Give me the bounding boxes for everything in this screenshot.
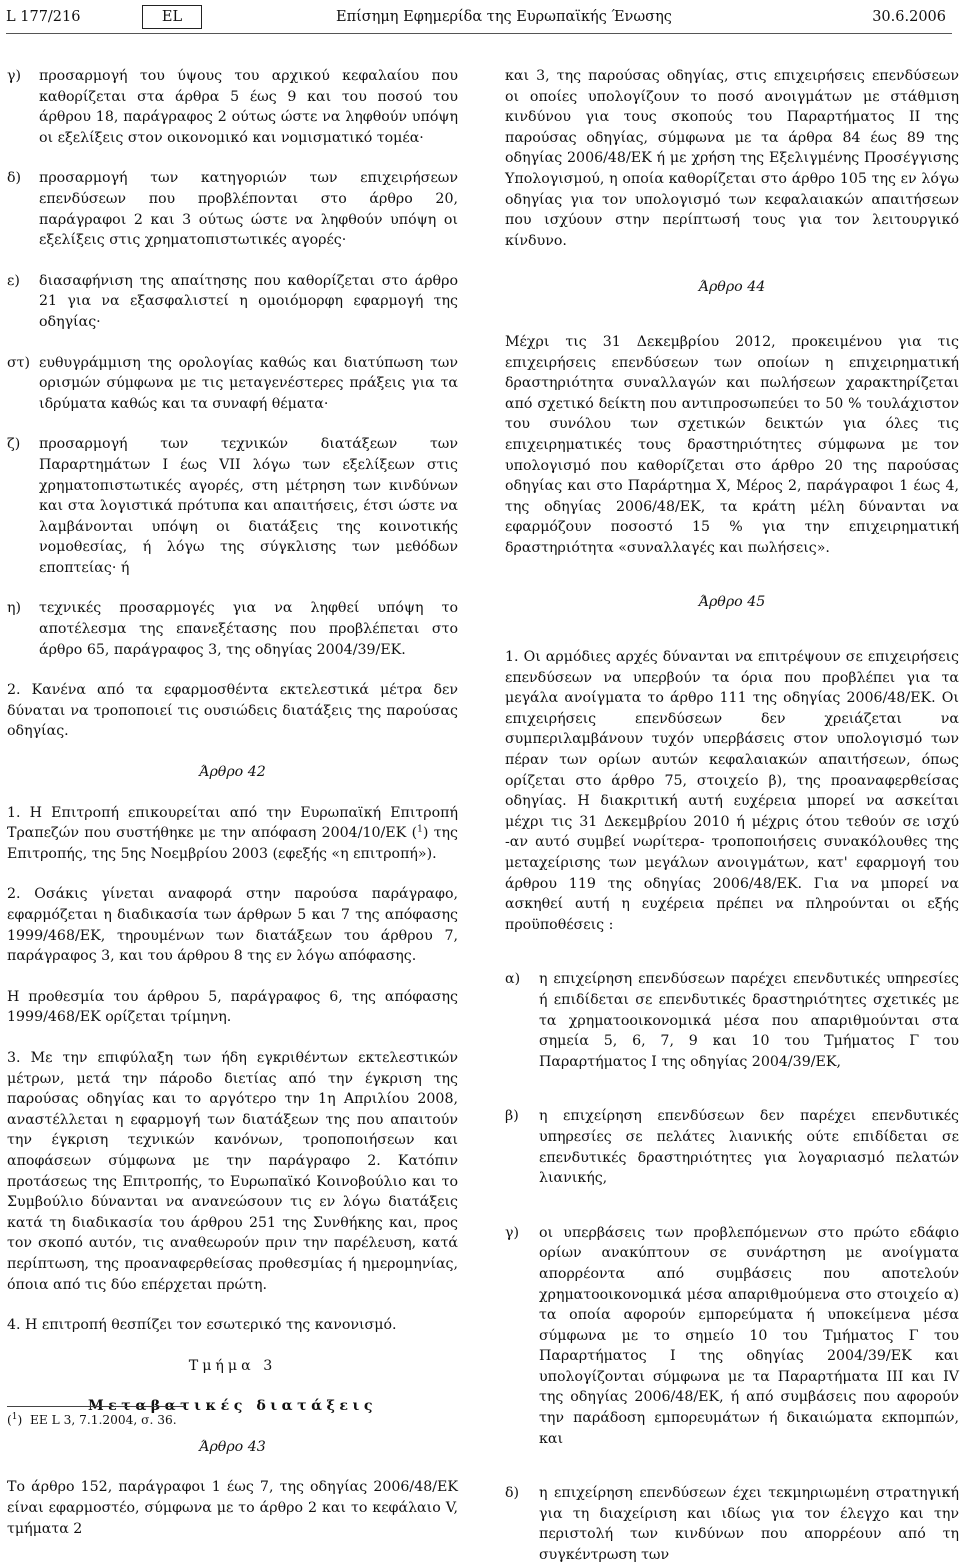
page-header	[6, 6, 946, 30]
list-item: α) η επιχείρηση επενδύσεων παρέχει επενδυτικές υπηρεσίες ή επιδίδεται σε επενδυτικές δραστηριότητες σχετικές με τα χρηματοοικονομικά μέσα που απαριθμούνται στα σημεία 5, 6, 7, 9 και 10 του Τμήματος Γ του Παραρτήματος I της οδηγίας 2004/39/ΕΚ,	[505, 971, 959, 1070]
paragraph: Το άρθρο 152, παράγραφοι 1 έως 7, της οδηγίας 2006/48/ΕΚ είναι εφαρμοστέο, σύμφωνα με το άρθρο 2 και το κεφάλαιο V, τμήματα 2	[7, 1479, 458, 1537]
footnote-rule	[7, 1406, 185, 1407]
paragraph: και 3, της παρούσας οδηγίας, στις επιχειρήσεις επενδύσεων οι οποίες υπολογίζουν το ποσό ανοιγμάτων με στάθμιση κινδύνου για τους σκοπούς του Παραρτήματος II της παρούσας οδηγίας, σύμφωνα με τα άρθρα 84 έως 89 της οδηγίας 2006/48/ΕΚ ή με χρήση της Εξελιγμένης Προσέγγισης Υπολογισμού, η οποία καθορίζεται στο άρθρο 105 της εν λόγω οδηγίας για τον υπολογισμό των κεφαλαιακών απαιτήσεων που ισχύουν στην περίπτωσή τους για τον λειτουργικό κίνδυνο.	[505, 68, 959, 249]
paragraph: 4. Η επιτροπή θεσπίζει τον εσωτερικό της κανονισμό.	[7, 1317, 397, 1334]
language-badge: EL	[142, 5, 202, 29]
article-heading: Άρθρο 45	[698, 594, 766, 611]
article-heading: Άρθρο 44	[698, 279, 766, 296]
section-heading: Τμήμα 3	[188, 1357, 277, 1374]
list-item: γ) προσαρμογή του ύψους του αρχικού κεφαλαίου που καθορίζεται στα άρθρα 5 έως 9 και του ποσού του άρθρου 18, παράγραφος 2 ούτως ώστε να ληφθούν υπόψη οι εξελίξεις στον οικονομικό και νομισματικό τομέα·	[7, 68, 458, 146]
right-column	[505, 66, 959, 1566]
paragraph: Η προθεσμία του άρθρου 5, παράγραφος 6, της απόφασης 1999/468/ΕΚ ορίζεται τρίμηνη.	[7, 988, 458, 1026]
list-item: γ) οι υπερβάσεις των προβλεπόμενων στο πρώτο εδάφιο ορίων ανακύπτουν σε συνάρτηση με ανοίγματα απορρέοντα από συμβάσεις που αποτελούν χρηματοοικονομικά μέσα απαριθμούμενα στο στοιχείο α) τα οποία αφορούν εμπορεύματα ή υποκείμενα μέσα σύμφωνα με το σημείο 10 του Τμήματος Γ του Παραρτήματος I της οδηγίας 2004/39/ΕΚ και υπολογίζονται σύμφωνα με τα Παραρτήματα III και IV της οδηγίας 2006/48/ΕΚ, ή από συμβάσεις που αφορούν την παράδοση εμπορευμάτων ή δικαιώματα εκπομπών, και	[505, 1224, 959, 1447]
header-rule	[6, 33, 952, 34]
list-item: στ) ευθυγράμμιση της ορολογίας καθώς και διατύπωση των ορισμών σύμφωνα με τις μεταγενέστερες πράξεις για τα ιδρύματα καθώς και τα συναφή θέματα·	[7, 354, 458, 412]
paragraph: 2. Κανένα από τα εφαρμοσθέντα εκτελεστικά μέτρα δεν δύναται να τροποποιεί τις ουσιώδεις διατάξεις της παρούσας οδηγίας.	[7, 682, 458, 740]
list-item: ζ) προσαρμογή των τεχνικών διατάξεων των Παραρτημάτων I έως VII λόγω των εξελίξεων στις χρηματοπιστωτικές αγορές, στη μέτρηση των κινδύνων και στα λογιστικά πρότυπα και απαιτήσεις, έτσι ώστε να λαμβάνονται υπόψη οι διατάξεις της κοινοτικής νομοθεσίας, ή λόγω της σύγκλισης των μεθόδων εποπτείας· ή	[7, 436, 458, 576]
list-item: η) τεχνικές προσαρμογές για να ληφθεί υπόψη το αποτέλεσμα της επανεξέτασης που προβλέπεται στο άρθρο 65, παράγραφος 3, της οδηγίας 2004/39/ΕΚ.	[7, 600, 458, 658]
list-item: δ) η επιχείρηση επενδύσεων έχει τεκμηριωμένη στρατηγική για τη διαχείριση και ιδίως για τον έλεγχο και την περιστολή των κινδύνων που απορρέουν από τη συγκέντρωση των	[505, 1485, 959, 1564]
publication-date: 30.6.2006	[872, 9, 946, 25]
list-item: ε) διασαφήνιση της απαίτησης που καθορίζεται στο άρθρο 21 για να εξασφαλιστεί η ομοιόμορφη εφαρμογή της οδηγίας·	[7, 272, 458, 330]
article-heading: Άρθρο 43	[199, 1438, 266, 1455]
list-item: β) η επιχείρηση επενδύσεων δεν παρέχει επενδυτικές υπηρεσίες σε πελάτες λιανικής ούτε επιδίδεται σε επενδυτικές δραστηριότητες για λογαριασμό πελατών λιανικής,	[505, 1108, 959, 1187]
section-title: Μεταβατικές διατάξεις	[87, 1398, 378, 1415]
paragraph: Μέχρι τις 31 Δεκεμβρίου 2012, προκειμένου για τις επιχειρήσεις επενδύσεων των οποίων η επιχειρηματική δραστηριότητα συναλλαγών και πωλήσεων χαρακτηρίζεται από σχετικό δείκτη που αντιπροσωπεύει το 50 % τουλάχιστον του συνόλου των σχετικών δεικτών για όλες τις επιχειρηματικές τους δραστηριότητες σύμφωνα με τον υπολογισμό που καθορίζεται στο άρθρο 20 της παρούσας οδηγίας και στο Παράρτημα X, Μέρος 2, παράγραφοι 1 έως 4, της οδηγίας 2006/48/ΕΚ, τα κράτη μέλη δύνανται να εφαρμόζουν ποσοστό 15 % για την επιχειρηματική δραστηριότητα «συναλλαγές και πωλήσεις».	[505, 333, 959, 556]
footnote-ref: 1	[417, 824, 423, 835]
journal-title: Επίσημη Εφημερίδα της Ευρωπαϊκής Ένωσης	[336, 9, 672, 25]
article-heading: Άρθρο 42	[199, 764, 266, 781]
paragraph: 2. Οσάκις γίνεται αναφορά στην παρούσα παράγραφο, εφαρμόζεται η διαδικασία των άρθρων 5 και 7 της απόφασης 1999/468/ΕΚ, τηρουμένων των διατάξεων του άρθρου 7, παράγραφος 3, και του άρθρου 8 της εν λόγω απόφασης.	[7, 886, 458, 965]
paragraph: 3. Με την επιφύλαξη των ήδη εγκριθέντων εκτελεστικών μέτρων, μετά την πάροδο διετίας από την έγκριση της παρούσας οδηγίας και το αργότερο την 1η Απριλίου 2008, αναστέλλεται η εφαρμογή των διατάξεων της που απαιτούν την έγκριση τεχνικών κανόνων, τροποποιήσεων και αποφάσεων σύμφωνα με την παράγραφο 2. Κατόπιν προτάσεως της Επιτροπής, το Ευρωπαϊκό Κοινοβούλιο και το Συμβούλιο δύνανται να ανανεώσουν τις εν λόγω διατάξεις κατά τη διαδικασία του άρθρου 251 της Συνθήκης και, προς τον σκοπό αυτόν, τις αναθεωρούν πριν την παρέλευση, κατά περίπτωση, της προαναφερθείσας προθεσμίας ή ημερομηνίας, όποια από τις δύο επέρχεται πρώτη.	[7, 1049, 458, 1293]
paragraph: 1. Οι αρμόδιες αρχές δύνανται να επιτρέψουν σε επιχειρήσεις επενδύσεων να υπερβούν τα όρια που προβλέπει για τα μεγάλα ανοίγματα το άρθρο 111 της οδηγίας 2006/48/ΕΚ. Οι επιχειρήσεις επενδύσεων δεν χρειάζεται να συμπεριλαμβάνουν τυχόν υπερβάσεις στον υπολογισμό των πέραν των ορίων αυτών κεφαλαιακών απαιτήσεων, όπως ορίζεται στο άρθρο 75, στοιχείο β), της προαναφερθείσας οδηγίας. Η διακριτική αυτή ευχέρεια μπορεί να ασκείται μέχρι τις 31 Δεκεμβρίου 2010 ή μέχρις ότου τεθούν σε ισχύ -αν αυτό συμβεί νωρίτερα- τροποποιήσεις συνακόλουθες της μεταχείρισης των μεγάλων ανοιγμάτων, κατ' εφαρμογή του άρθρου 119 της οδηγίας 2006/48/ΕΚ. Για να μπορεί να ασκηθεί αυτή η ευχέρεια πρέπει να πληρούνται οι εξής προϋποθέσεις :	[505, 649, 959, 933]
paragraph: 1. Η Επιτροπή επικουρείται από την Ευρωπαϊκή Επιτροπή Τραπεζών που συστήθηκε με την απόφαση 2004/10/ΕΚ ($^1$) της Επιτροπής, της 5ης Νοεμβρίου 2003 (εφεξής «η επιτροπή»).	[7, 804, 458, 862]
list-item: δ) προσαρμογή των κατηγοριών των επιχειρήσεων επενδύσεων που προβλέπονται στο άρθρο 20, παράγραφοι 2 και 3 ούτως ώστε να ληφθούν υπόψη οι εξελίξεις στις χρηματοπιστωτικές αγορές·	[7, 170, 458, 249]
left-column	[7, 66, 458, 1539]
page-number: L 177/216	[6, 9, 81, 25]
footnote: ($^1$) EE L 3, 7.1.2004, σ. 36.	[7, 1411, 177, 1427]
